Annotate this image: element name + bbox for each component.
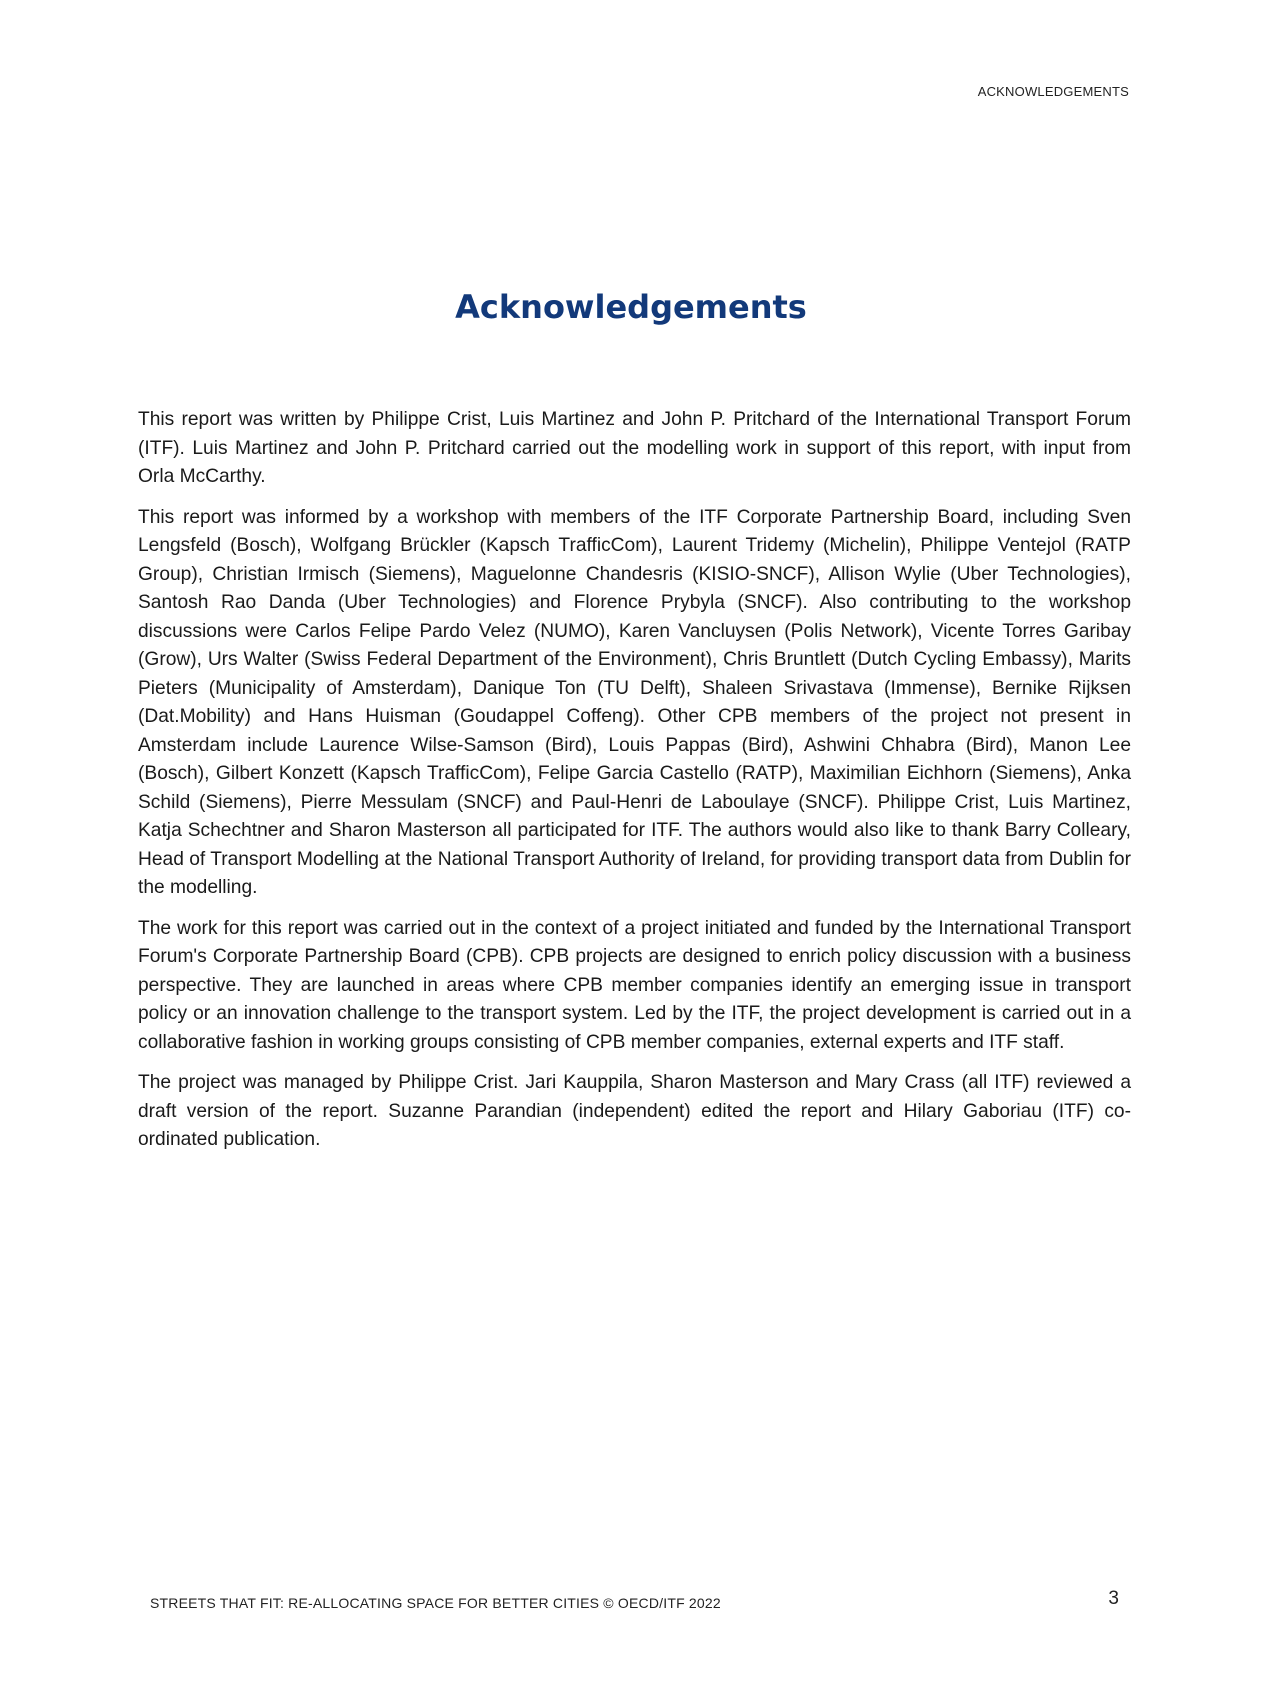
page-title: Acknowledgements	[455, 288, 807, 326]
paragraph-authors: This report was written by Philippe Crist, Luis Martinez and John P. Pritchard of the International Transport Forum (ITF). Luis Martinez and John P. Pritchard carried out the modelling work in support of this report, with input from Orla McCarthy.	[138, 409, 1131, 487]
body-text	[138, 406, 1131, 1167]
page-number: 3	[1108, 1588, 1119, 1609]
footer-publication-title: STREETS THAT FIT: RE-ALLOCATING SPACE FOR BETTER CITIES © OECD/ITF 2022	[150, 1595, 721, 1611]
paragraph-workshop: This report was informed by a workshop with members of the ITF Corporate Partnership Board, including Sven Lengsfeld (Bosch), Wolfgang Brückler (Kapsch TrafficCom), Laurent Tridemy (Michelin), Philippe Ventejol (RATP Group), Christian Irmisch (Siemens), Maguelonne Chandesris (KISIO-SNCF), Allison Wylie (Uber Technologies), Santosh Rao Danda (Uber Technologies) and Florence Prybyla (SNCF). Also contributing to the workshop discussions were Carlos Felipe Pardo Velez (NUMO), Karen Vancluysen (Polis Network), Vicente Torres Garibay (Grow), Urs Walter (Swiss Federal Department of the Environment), Chris Bruntlett (Dutch Cycling Embassy), Marits Pieters (Municipality of Amsterdam), Danique Ton (TU Delft), Shaleen Srivastava (Immense), Bernike Rijksen (Dat.Mobility) and Hans Huisman (Goudappel Coffeng). Other CPB members of the project not present in Amsterdam include Laurence Wilse-Samson (Bird), Louis Pappas (Bird), Ashwini Chhabra (Bird), Manon Lee (Bosch), Gilbert Konzett (Kapsch TrafficCom), Felipe Garcia Castello (RATP), Maximilian Eichhorn (Siemens), Anka Schild (Siemens), Pierre Messulam (SNCF) and Paul-Henri de Laboulaye (SNCF). Philippe Crist, Luis Martinez, Katja Schechtner and Sharon Masterson all participated for ITF. The authors would also like to thank Barry Colleary, Head of Transport Modelling at the National Transport Authority of Ireland, for providing transport data from Dublin for the modelling.	[138, 506, 1131, 898]
paragraph-management: The project was managed by Philippe Crist. Jari Kauppila, Sharon Masterson and Mary Crass (all ITF) reviewed a draft version of the report. Suzanne Parandian (independent) edited the report and Hilary Gaboriau (ITF) co-ordinated publication.	[138, 1072, 1131, 1150]
paragraph-context: The work for this report was carried out in the context of a project initiated and funded by the International Transport Forum's Corporate Partnership Board (CPB). CPB projects are designed to enrich policy discussion with a business perspective. They are launched in areas where CPB member companies identify an emerging issue in transport policy or an innovation challenge to the transport system. Led by the ITF, the project development is carried out in a collaborative fashion in working groups consisting of CPB member companies, external experts and ITF staff.	[138, 917, 1131, 1053]
running-header: ACKNOWLEDGEMENTS	[977, 84, 1129, 99]
